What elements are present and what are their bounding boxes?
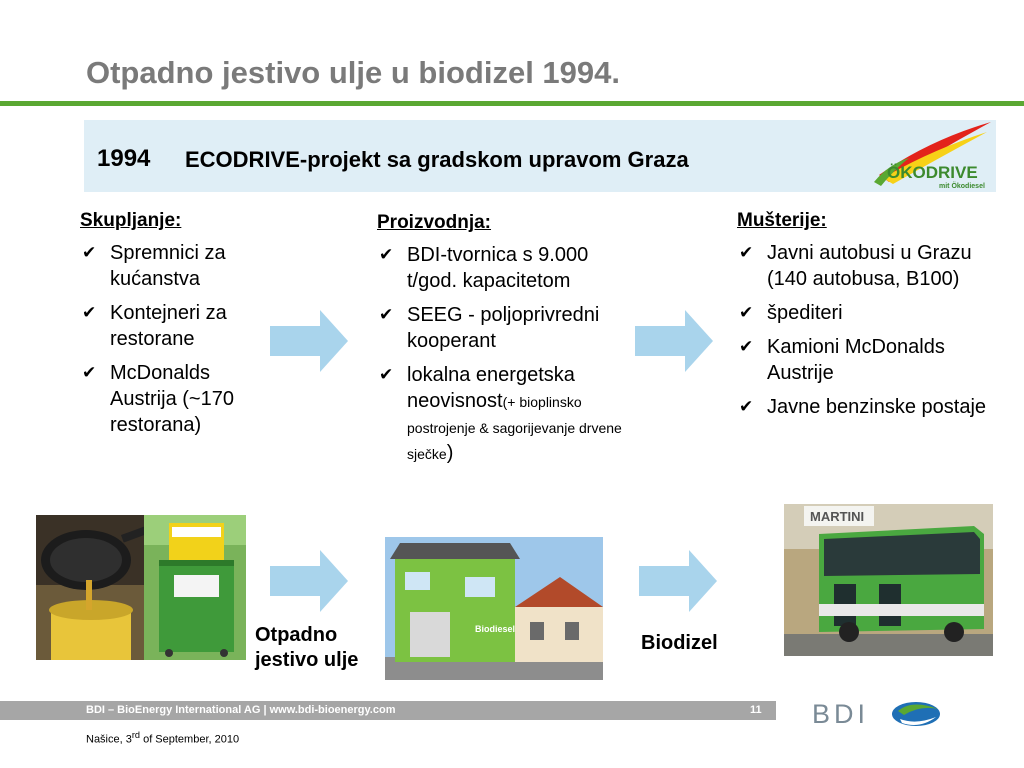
slide-title: Otpadno jestivo ulje u biodizel 1994.	[86, 55, 620, 90]
arrow-right-icon	[635, 310, 713, 372]
footer-bar	[0, 701, 776, 720]
title-underline	[0, 101, 1024, 106]
oil-caption: Otpadno jestivo ulje	[255, 624, 359, 671]
checkmark-icon: ✔	[739, 243, 754, 262]
checkmark-icon: ✔	[82, 363, 97, 382]
list-item: ✔ špediteri	[739, 302, 843, 324]
ecodrive-logo-subtext: mit Ökodiesel	[939, 183, 985, 190]
checkmark-icon: ✔	[379, 365, 394, 384]
checkmark-icon: ✔	[739, 337, 754, 356]
factory-photo	[385, 537, 603, 680]
list-item: ✔ lokalna energetska neovisnost(+ bioplinsko postrojenje & sagorijevanje drvene sječke)	[379, 364, 622, 464]
bdi-logo	[812, 693, 944, 733]
bdi-logo-text: BDI	[812, 699, 870, 729]
footer-date: Našice, 3rd of September, 2010	[86, 730, 240, 746]
checkmark-icon: ✔	[82, 243, 97, 262]
customers-heading: Mušterije:	[737, 210, 827, 231]
list-item: ✔ Javni autobusi u Grazu (140 autobusa, B100)	[739, 242, 972, 290]
checkmark-icon: ✔	[739, 303, 754, 322]
production-heading: Proizvodnja:	[377, 212, 492, 233]
list-item: ✔ BDI-tvornica s 9.000 t/god. kapacitetom	[379, 244, 589, 292]
checkmark-icon: ✔	[379, 305, 394, 324]
factory-sign-text: Biodiesel	[475, 624, 516, 634]
banner-headline: ECODRIVE-projekt sa gradskom upravom Graza	[185, 147, 689, 172]
checkmark-icon: ✔	[82, 303, 97, 322]
bus-photo-sign-text: MARTINI	[810, 509, 865, 524]
list-item: ✔ SEEG - poljoprivredni kooperant	[379, 304, 600, 352]
checkmark-icon: ✔	[379, 245, 394, 264]
production-column	[377, 210, 632, 474]
biodiesel-caption: Biodizel	[641, 632, 718, 654]
ecodrive-logo	[869, 120, 994, 192]
ecodrive-logo-text: ÖKODRIVE	[887, 163, 978, 182]
checkmark-icon: ✔	[739, 397, 754, 416]
collection-bins-photo	[144, 515, 246, 660]
arrow-right-icon	[639, 550, 717, 612]
page-number: 11	[750, 704, 762, 716]
footer-company: BDI – BioEnergy International AG | www.bdi-bioenergy.com	[86, 704, 396, 716]
list-item: ✔ Spremnici za kućanstva	[82, 242, 226, 290]
list-item: ✔ Kamioni McDonalds Austrije	[739, 336, 945, 384]
list-item: ✔ Kontejneri za restorane	[82, 302, 227, 350]
bus-photo	[784, 504, 993, 656]
banner	[84, 120, 996, 192]
banner-year: 1994	[97, 145, 151, 172]
list-item: ✔ McDonalds Austrija (~170 restorana)	[82, 362, 234, 436]
arrow-right-icon	[270, 550, 348, 612]
arrow-right-icon	[270, 310, 348, 372]
collection-column	[80, 208, 270, 446]
list-item: ✔ Javne benzinske postaje	[739, 396, 987, 418]
customers-column	[737, 208, 1007, 428]
oil-pouring-photo	[36, 515, 144, 660]
collection-heading: Skupljanje:	[80, 210, 182, 231]
